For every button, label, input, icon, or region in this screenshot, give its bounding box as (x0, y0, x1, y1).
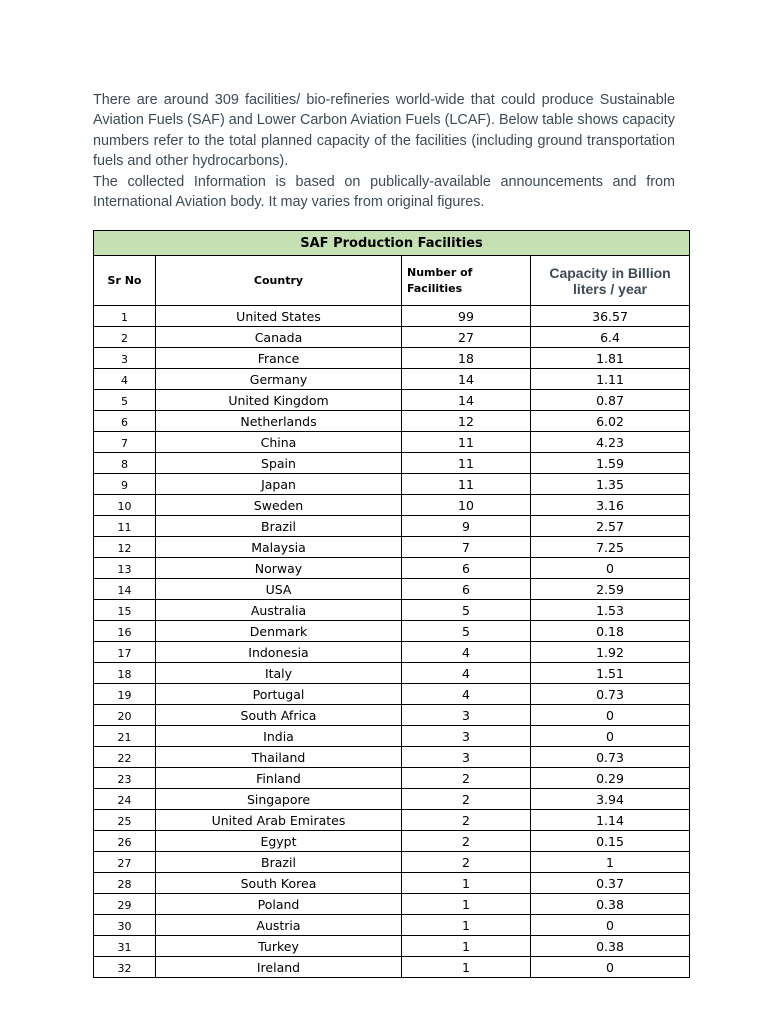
cell-number-of-facilities: 5 (402, 621, 531, 642)
cell-number-of-facilities: 3 (402, 747, 531, 768)
table-row (94, 579, 690, 600)
cell-sr-no: 7 (94, 432, 156, 453)
table-title-row (94, 231, 690, 256)
table-title: SAF Production Facilities (94, 231, 690, 256)
header-country: Country (156, 256, 402, 306)
cell-country: Australia (156, 600, 402, 621)
cell-country: Egypt (156, 831, 402, 852)
cell-sr-no: 10 (94, 495, 156, 516)
cell-country: Germany (156, 369, 402, 390)
cell-country: Norway (156, 558, 402, 579)
table-row (94, 852, 690, 873)
table-row (94, 726, 690, 747)
cell-number-of-facilities: 2 (402, 852, 531, 873)
cell-number-of-facilities: 10 (402, 495, 531, 516)
cell-sr-no: 15 (94, 600, 156, 621)
table-row (94, 642, 690, 663)
table-row (94, 327, 690, 348)
cell-capacity: 0 (531, 957, 690, 978)
cell-capacity: 3.94 (531, 789, 690, 810)
cell-number-of-facilities: 99 (402, 306, 531, 327)
cell-number-of-facilities: 3 (402, 726, 531, 747)
cell-sr-no: 20 (94, 705, 156, 726)
cell-number-of-facilities: 11 (402, 453, 531, 474)
cell-sr-no: 31 (94, 936, 156, 957)
table-row (94, 495, 690, 516)
cell-number-of-facilities: 1 (402, 915, 531, 936)
cell-capacity: 1.92 (531, 642, 690, 663)
cell-capacity: 0.87 (531, 390, 690, 411)
cell-country: Austria (156, 915, 402, 936)
cell-sr-no: 21 (94, 726, 156, 747)
table-row (94, 873, 690, 894)
cell-capacity: 0.73 (531, 684, 690, 705)
cell-capacity: 0 (531, 558, 690, 579)
cell-sr-no: 27 (94, 852, 156, 873)
table-header-row (94, 256, 690, 306)
table-row (94, 474, 690, 495)
cell-number-of-facilities: 3 (402, 705, 531, 726)
cell-capacity: 6.02 (531, 411, 690, 432)
table-row (94, 537, 690, 558)
cell-country: USA (156, 579, 402, 600)
cell-sr-no: 1 (94, 306, 156, 327)
cell-number-of-facilities: 1 (402, 936, 531, 957)
cell-country: Spain (156, 453, 402, 474)
cell-capacity: 2.57 (531, 516, 690, 537)
table-row (94, 663, 690, 684)
cell-sr-no: 25 (94, 810, 156, 831)
cell-country: Brazil (156, 852, 402, 873)
table-row (94, 306, 690, 327)
cell-sr-no: 28 (94, 873, 156, 894)
cell-capacity: 1.81 (531, 348, 690, 369)
cell-country: Indonesia (156, 642, 402, 663)
cell-country: Singapore (156, 789, 402, 810)
cell-country: India (156, 726, 402, 747)
cell-country: Brazil (156, 516, 402, 537)
cell-country: Italy (156, 663, 402, 684)
cell-capacity: 2.59 (531, 579, 690, 600)
cell-number-of-facilities: 18 (402, 348, 531, 369)
table-row (94, 747, 690, 768)
table-row (94, 915, 690, 936)
table-row (94, 831, 690, 852)
table-row (94, 957, 690, 978)
cell-number-of-facilities: 1 (402, 957, 531, 978)
cell-number-of-facilities: 27 (402, 327, 531, 348)
cell-sr-no: 23 (94, 768, 156, 789)
cell-capacity: 3.16 (531, 495, 690, 516)
table-row (94, 390, 690, 411)
cell-sr-no: 4 (94, 369, 156, 390)
header-sr-no: Sr No (94, 256, 156, 306)
cell-number-of-facilities: 5 (402, 600, 531, 621)
table-row (94, 348, 690, 369)
cell-capacity: 0.18 (531, 621, 690, 642)
table-row (94, 600, 690, 621)
cell-sr-no: 18 (94, 663, 156, 684)
cell-sr-no: 14 (94, 579, 156, 600)
cell-country: Poland (156, 894, 402, 915)
table-row (94, 558, 690, 579)
cell-sr-no: 30 (94, 915, 156, 936)
cell-capacity: 0 (531, 705, 690, 726)
cell-sr-no: 26 (94, 831, 156, 852)
cell-country: Japan (156, 474, 402, 495)
cell-capacity: 1.51 (531, 663, 690, 684)
cell-number-of-facilities: 2 (402, 810, 531, 831)
cell-number-of-facilities: 4 (402, 663, 531, 684)
table-row (94, 810, 690, 831)
cell-number-of-facilities: 4 (402, 642, 531, 663)
cell-sr-no: 12 (94, 537, 156, 558)
cell-sr-no: 11 (94, 516, 156, 537)
table-row (94, 936, 690, 957)
cell-number-of-facilities: 14 (402, 369, 531, 390)
cell-sr-no: 6 (94, 411, 156, 432)
cell-capacity: 7.25 (531, 537, 690, 558)
cell-number-of-facilities: 1 (402, 873, 531, 894)
intro-text (93, 90, 675, 212)
table-row (94, 621, 690, 642)
cell-capacity: 4.23 (531, 432, 690, 453)
cell-capacity: 0.37 (531, 873, 690, 894)
cell-number-of-facilities: 2 (402, 768, 531, 789)
cell-country: United Arab Emirates (156, 810, 402, 831)
cell-country: Ireland (156, 957, 402, 978)
cell-number-of-facilities: 6 (402, 579, 531, 600)
intro-paragraph-2: The collected Information is based on publically-available announcements and from International Aviation body. It may varies from original figures. (93, 173, 675, 211)
cell-capacity: 0.38 (531, 894, 690, 915)
cell-capacity: 0 (531, 915, 690, 936)
table-row (94, 516, 690, 537)
cell-sr-no: 13 (94, 558, 156, 579)
cell-capacity: 0.29 (531, 768, 690, 789)
cell-sr-no: 3 (94, 348, 156, 369)
cell-capacity: 0.73 (531, 747, 690, 768)
cell-country: Thailand (156, 747, 402, 768)
cell-capacity: 0.15 (531, 831, 690, 852)
cell-sr-no: 8 (94, 453, 156, 474)
table-row (94, 705, 690, 726)
cell-country: Finland (156, 768, 402, 789)
cell-country: United States (156, 306, 402, 327)
cell-capacity: 0.38 (531, 936, 690, 957)
cell-sr-no: 22 (94, 747, 156, 768)
cell-sr-no: 19 (94, 684, 156, 705)
cell-country: France (156, 348, 402, 369)
cell-sr-no: 24 (94, 789, 156, 810)
cell-number-of-facilities: 2 (402, 831, 531, 852)
cell-number-of-facilities: 9 (402, 516, 531, 537)
cell-capacity: 1.14 (531, 810, 690, 831)
cell-sr-no: 16 (94, 621, 156, 642)
cell-sr-no: 2 (94, 327, 156, 348)
cell-capacity: 1.59 (531, 453, 690, 474)
cell-capacity: 1.35 (531, 474, 690, 495)
cell-country: Malaysia (156, 537, 402, 558)
table-row (94, 684, 690, 705)
cell-number-of-facilities: 4 (402, 684, 531, 705)
saf-facilities-table (93, 230, 690, 978)
cell-capacity: 1.53 (531, 600, 690, 621)
cell-country: South Korea (156, 873, 402, 894)
table-row (94, 369, 690, 390)
cell-number-of-facilities: 11 (402, 432, 531, 453)
table-row (94, 894, 690, 915)
cell-capacity: 36.57 (531, 306, 690, 327)
table-body (94, 306, 690, 978)
header-capacity: Capacity in Billion liters / year (531, 256, 690, 306)
cell-number-of-facilities: 6 (402, 558, 531, 579)
cell-country: China (156, 432, 402, 453)
cell-number-of-facilities: 14 (402, 390, 531, 411)
table-row (94, 768, 690, 789)
cell-country: Canada (156, 327, 402, 348)
cell-sr-no: 32 (94, 957, 156, 978)
cell-sr-no: 9 (94, 474, 156, 495)
cell-number-of-facilities: 2 (402, 789, 531, 810)
cell-country: South Africa (156, 705, 402, 726)
cell-country: United Kingdom (156, 390, 402, 411)
cell-number-of-facilities: 1 (402, 894, 531, 915)
cell-capacity: 0 (531, 726, 690, 747)
cell-number-of-facilities: 12 (402, 411, 531, 432)
table-row (94, 411, 690, 432)
cell-capacity: 1.11 (531, 369, 690, 390)
cell-country: Sweden (156, 495, 402, 516)
cell-country: Denmark (156, 621, 402, 642)
cell-country: Turkey (156, 936, 402, 957)
cell-number-of-facilities: 7 (402, 537, 531, 558)
cell-country: Netherlands (156, 411, 402, 432)
cell-sr-no: 29 (94, 894, 156, 915)
cell-sr-no: 5 (94, 390, 156, 411)
cell-number-of-facilities: 11 (402, 474, 531, 495)
cell-capacity: 1 (531, 852, 690, 873)
cell-capacity: 6.4 (531, 327, 690, 348)
table-row (94, 453, 690, 474)
table-row (94, 432, 690, 453)
intro-paragraph-1: There are around 309 facilities/ bio-refineries world-wide that could produce Sustainable Aviation Fuels (SAF) and Lower Carbon Aviation Fuels (LCAF). Below table shows capacity numbers refer to the total planned capacity of the facilities (including ground transportation fuels and other hydrocarbons). (93, 92, 675, 170)
table-row (94, 789, 690, 810)
cell-sr-no: 17 (94, 642, 156, 663)
header-number-of-facilities: Number of Facilities (402, 256, 531, 306)
cell-country: Portugal (156, 684, 402, 705)
